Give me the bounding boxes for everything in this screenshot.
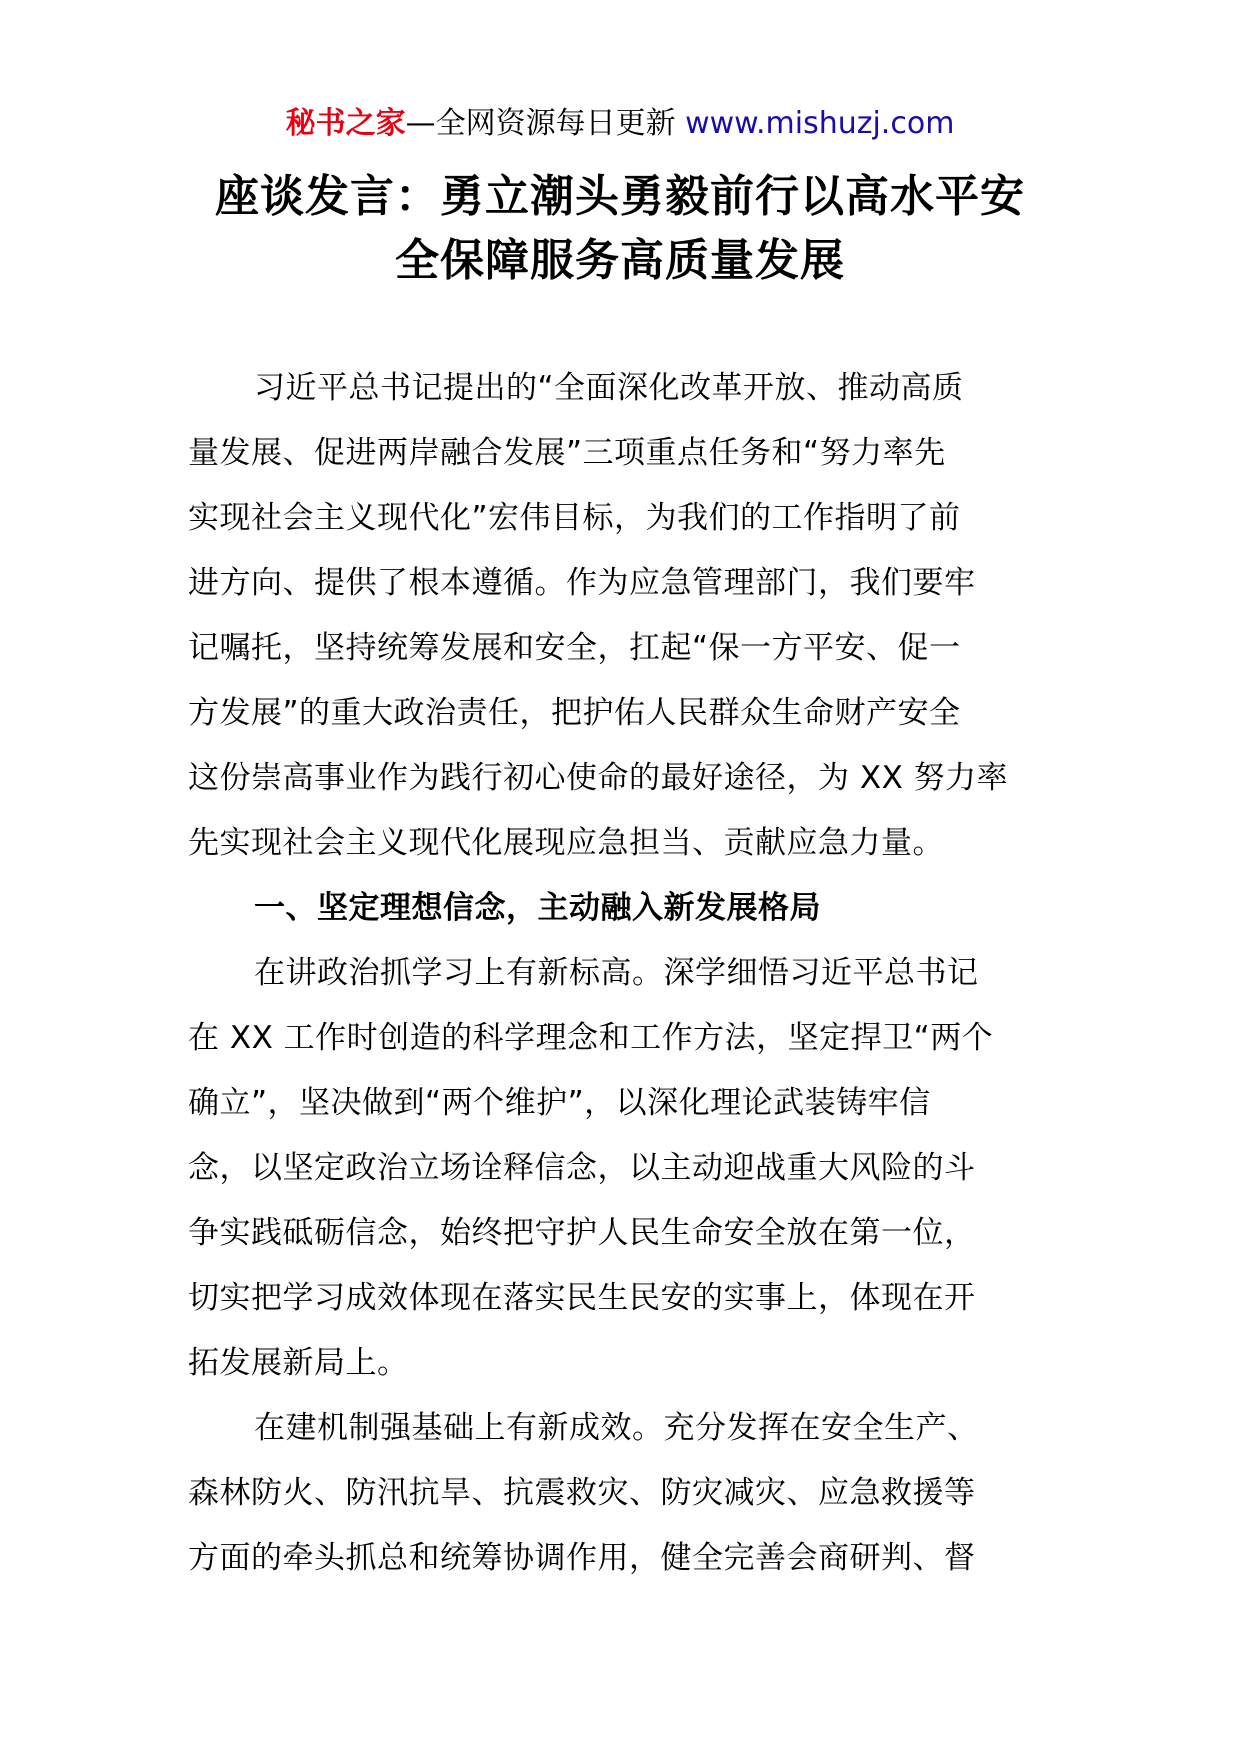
paragraph-line: 实现社会主义现代化”宏伟目标，为我们的工作指明了前 [188,500,961,536]
paragraph-line: 在 XX 工作时创造的科学理念和工作方法，坚定捍卫“两个 [188,1020,994,1056]
paragraph-line: 习近平总书记提出的“全面深化改革开放、推动高质 [254,370,964,406]
paragraph-line: 记嘱托，坚持统筹发展和安全，扛起“保一方平安、促一 [188,630,961,666]
document-body [188,356,1056,1591]
paragraph-line: 在讲政治抓学习上有新标高。深学细悟习近平总书记 [254,955,979,991]
title-line-2: 全保障服务高质量发展 [395,235,845,286]
paragraph-line: 先实现社会主义现代化展现应急担当、贡献应急力量。 [188,825,944,861]
section-heading: 一、坚定理想信念，主动融入新发展格局 [254,890,821,926]
paragraph-line: 争实践砥砺信念，始终把守护人民生命安全放在第一位， [188,1215,976,1251]
title-line-1: 座谈发言：勇立潮头勇毅前行以高水平安 [215,171,1025,222]
paragraph-line: 方发展”的重大政治责任，把护佑人民群众生命财产安全 [188,695,961,731]
paragraph-line: 森林防火、防汛抗旱、抗震救灾、防灾减灾、应急救援等 [188,1475,976,1511]
paragraph-line: 量发展、促进两岸融合发展”三项重点任务和“努力率先 [188,435,946,471]
paragraph-line: 拓发展新局上。 [188,1345,409,1381]
site-url[interactable]: www.mishuzj.com [675,106,955,141]
paragraph-line: 念，以坚定政治立场诠释信念，以主动迎战重大风险的斗 [188,1150,976,1186]
header-tagline: —全网资源每日更新 [405,106,676,141]
brand-name: 秘书之家 [285,106,406,141]
paragraph-line: 进方向、提供了根本遵循。作为应急管理部门，我们要牢 [188,565,976,601]
document-title [150,165,1090,293]
paragraph-line: 切实把学习成效体现在落实民生民安的实事上，体现在开 [188,1280,976,1316]
paragraph-line: 这份崇高事业作为践行初心使命的最好途径，为 XX 努力率 [188,760,1009,796]
paragraph-line: 确立”，坚决做到“两个维护”，以深化理论武装铸牢信 [188,1085,931,1121]
paragraph-line: 方面的牵头抓总和统筹协调作用，健全完善会商研判、督 [188,1540,976,1576]
site-header [0,104,1240,144]
paragraph-line: 在建机制强基础上有新成效。充分发挥在安全生产、 [254,1410,979,1446]
